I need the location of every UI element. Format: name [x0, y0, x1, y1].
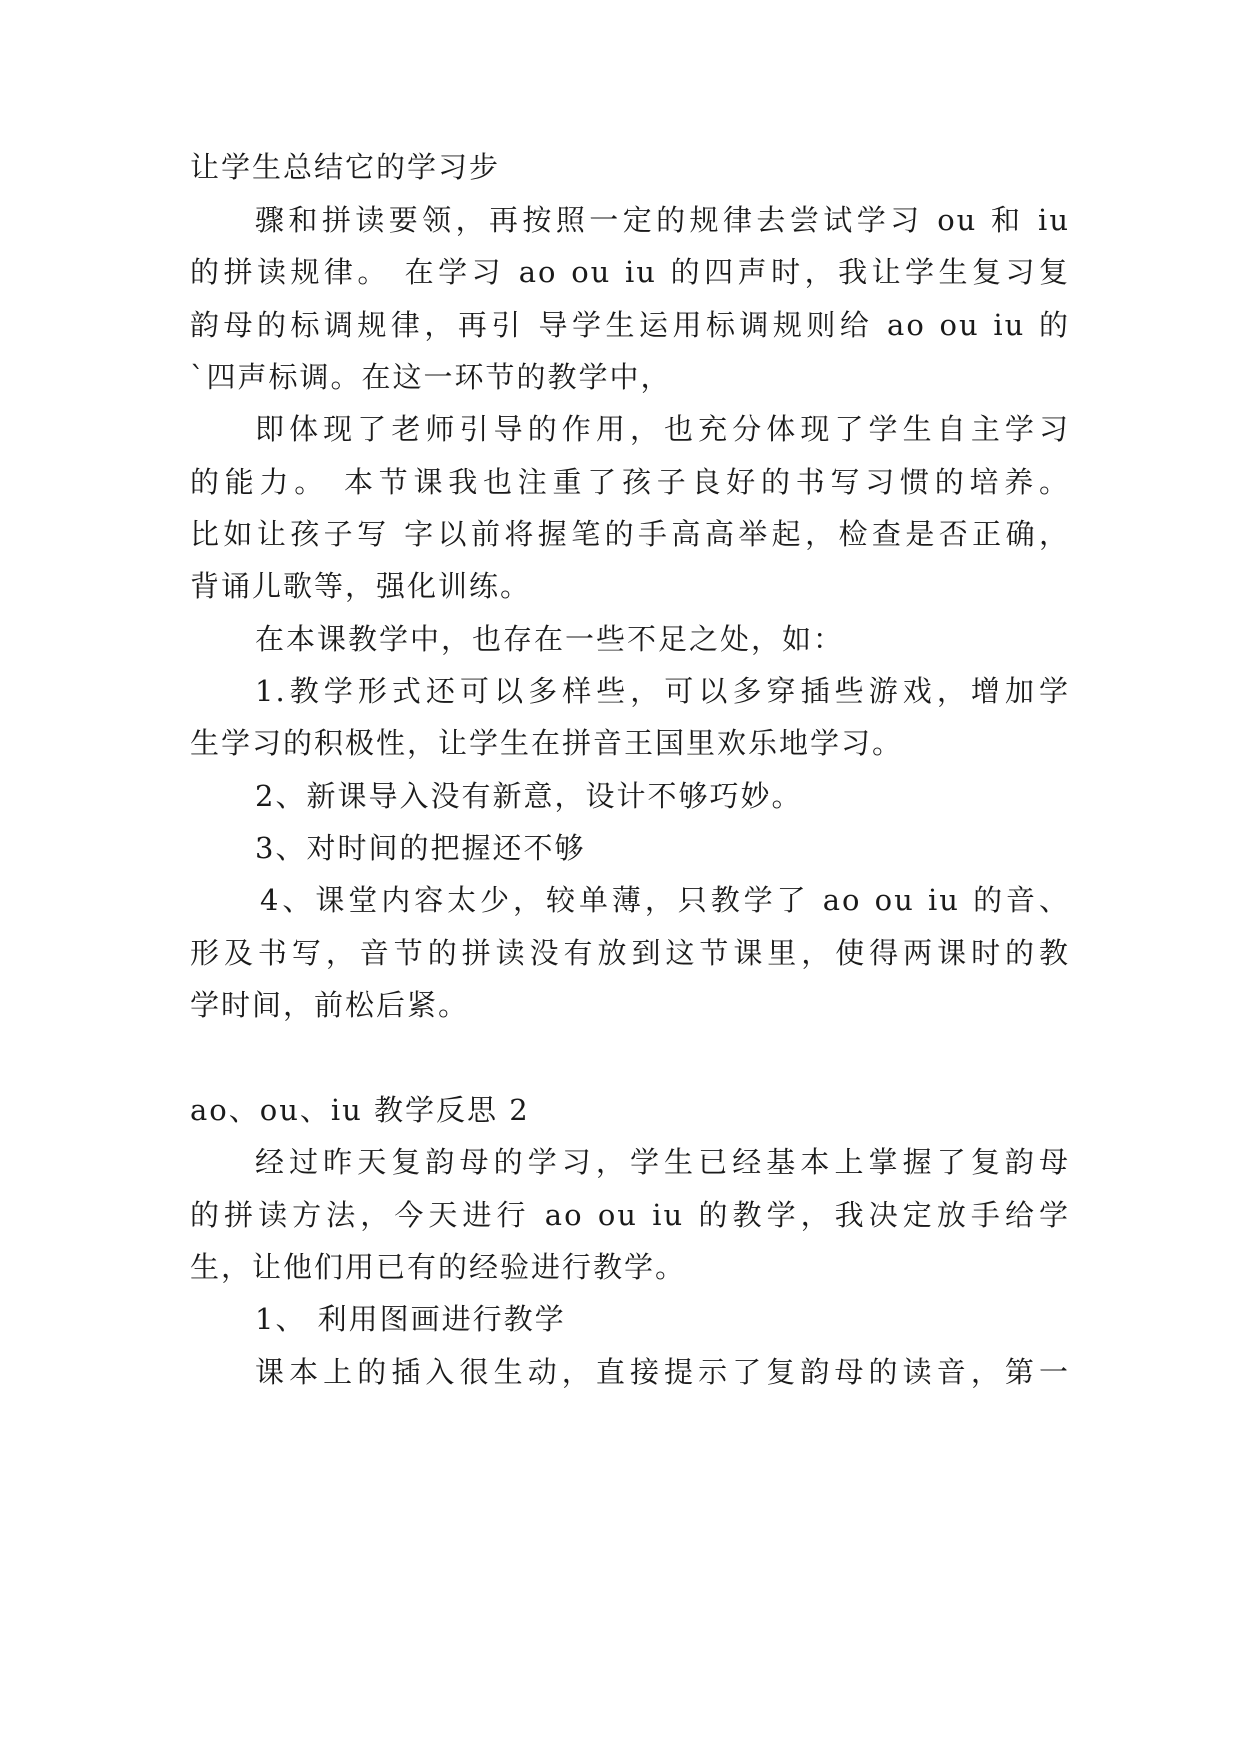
section-heading: ao、ou、iu 教学反思 2 [190, 1093, 530, 1127]
text-line-21: 生，让他们用已有的经验进行教学。 [190, 1250, 687, 1284]
text-line-22: 1、 利用图画进行教学 [255, 1302, 566, 1336]
text-line-11: 1.教学形式还可以多样些，可以多穿插些游戏，增加学 [255, 674, 1070, 708]
text-line-8: 比如让孩子写 字以前将握笔的手高高举起，检查是否正确， [190, 517, 1070, 551]
text-line-15: 4、课堂内容太少，较单薄，只教学了 ao ou iu 的音、 [260, 883, 1070, 917]
text-line-12: 生学习的积极性，让学生在拼音王国里欢乐地学习。 [190, 726, 904, 760]
text-line-10: 在本课教学中，也存在一些不足之处，如： [255, 622, 845, 656]
text-line-23: 课本上的插入很生动，直接提示了复韵母的读音，第一 [255, 1355, 1070, 1389]
text-line-13: 2、新课导入没有新意，设计不够巧妙。 [255, 779, 803, 813]
text-line-9: 背诵儿歌等，强化训练。 [190, 569, 532, 603]
text-line-6: 即体现了老师引导的作用，也充分体现了学生自主学习 [255, 412, 1070, 446]
text-line-3: 的拼读规律。 在学习 ao ou iu 的四声时，我让学生复习复 [190, 255, 1070, 289]
text-line-17: 学时间，前松后紧。 [190, 988, 470, 1022]
text-line-5: `四声标调。在这一环节的教学中， [190, 360, 672, 394]
text-line-19: 经过昨天复韵母的学习，学生已经基本上掌握了复韵母 [255, 1145, 1070, 1179]
text-line-20: 的拼读方法，今天进行 ao ou iu 的教学，我决定放手给学 [190, 1198, 1070, 1232]
text-line-2: 骤和拼读要领，再按照一定的规律去尝试学习 ou 和 iu [255, 203, 1070, 237]
text-line-7: 的能力。 本节课我也注重了孩子良好的书写习惯的培养。 [190, 465, 1070, 499]
text-line-1: 让学生总结它的学习步 [190, 150, 501, 184]
text-line-4: 韵母的标调规律，再引 导学生运用标调规则给 ao ou iu 的 [190, 308, 1070, 342]
text-line-16: 形及书写，音节的拼读没有放到这节课里，使得两课时的教 [190, 936, 1070, 970]
text-line-14: 3、对时间的把握还不够 [255, 831, 586, 865]
